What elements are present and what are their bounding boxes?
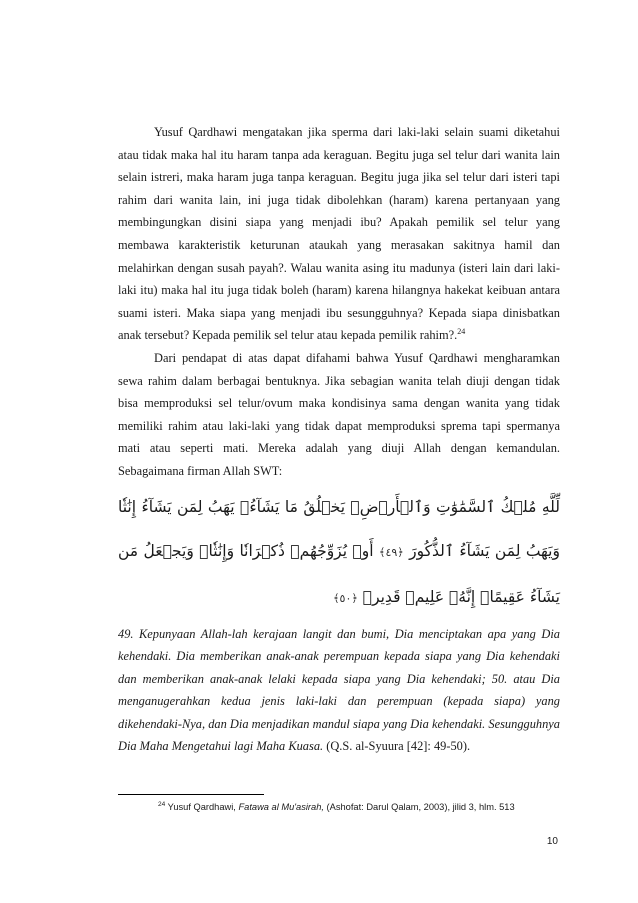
paragraph-conclusion: Dari pendapat di atas dapat difahami bahwa Yusuf Qardhawi mengharamkan sewa rahim dalam berbagai bentuknya. Jika sebagian wanita telah diuji dengan tidak bisa memproduksi sel telur/ovum maka kondisinya sama dengan wanita yang tidak memiliki rahim atau laki-laki yang tidak dapat memproduksi sprema tapi spermanya mati atau seperti mati. Mereka adalah yang diuji Allah dengan kemandulan. Sebagaimana firman Allah SWT: bbox=[118, 350, 560, 478]
quran-verse-49: لِّلَّهِ مُلۡكُ ٱلسَّمَٰوَٰتِ وَٱلۡأَرۡضِۚ يَخۡلُقُ مَا يَشَآءُۚ يَهَبُ لِمَن يَشَآءُ إِنَٰثٗا وَيَهَبُ لِمَن يَشَآءُ ٱلذُّكُورَ bbox=[118, 497, 560, 560]
ayah-marker-50-number: ٥٠ bbox=[339, 591, 352, 605]
footnote-reference[interactable]: 24 bbox=[457, 327, 466, 337]
verse-reference: (Q.S. al-Syuura [42]: 49-50). bbox=[326, 739, 471, 754]
footnote-title: Fatawa al Mu'asirah, bbox=[238, 802, 324, 812]
verse-translation-text: 49. Kepunyaan Allah-lah kerajaan langit dan bumi, Dia menciptakan apa yang Dia kehendaki. Dia memberikan anak-anak perempuan kepada siapa yang Dia kehendaki dan memberikan anak-anak lelaki kepada siapa yang Dia kehendaki; 50. atau Dia menganugerahkan kedua jenis laki-laki dan perempuan (kepada siapa) yang dikehendaki-Nya, dan Dia menjadikan mandul siapa yang Dia kehendaki. Sesungguhnya Dia Maha Mengetahui lagi Maha Kuasa. bbox=[118, 626, 560, 754]
ayah-marker-50: ﴿٥٠﴾ bbox=[333, 591, 358, 605]
paragraph-qardhawi-opinion-text: Yusuf Qardhawi mengatakan jika sperma dari laki-laki selain suami diketahui atau tidak maka hal itu haram tanpa ada keraguan. Begitu juga sel telur dari wanita lain selain istreri, maka haram juga tanpa keraguan. Begitu juga jika sel telur dari isteri tapi rahim dari wanita lain, ini juga tidak dibolehkan (haram) karena pertanyaan yang membingungkan disini siapa yang menjadi ibu? Apakah pemilik sel telur yang membawa karakteristik keturunan ataukah yang merasakan sakitnya hamil dan melahirkan dengan susah payah?. Walau wanita asing itu madunya (isteri lain dari laki-laki itu) maka hal itu juga tidak boleh (haram) karena hilangnya hakekat keibuan antara suami isteri. Maka siapa yang menjadi ibu sesungguhnya? Kepada siapa dinisbatkan anak tersebut? Kepada pemilik sel telur atau kepada pemilik rahim?. bbox=[118, 125, 560, 343]
footnote-author: Yusuf Qardhawi, bbox=[167, 802, 239, 812]
verse-translation bbox=[118, 623, 560, 759]
ayah-marker-49: ﴿٤٩﴾ bbox=[378, 545, 404, 559]
footnote bbox=[118, 800, 560, 814]
paragraph-qardhawi-opinion bbox=[118, 121, 560, 347]
footnote-number: 24 bbox=[158, 800, 166, 808]
ayah-marker-49-number: ٤٩ bbox=[385, 545, 398, 559]
footnote-divider bbox=[118, 794, 264, 795]
footnote-details: (Ashofat: Darul Qalam, 2003), jilid 3, hlm. 513 bbox=[323, 802, 515, 812]
quran-verse bbox=[118, 485, 560, 621]
page-number: 10 bbox=[546, 836, 558, 847]
quran-verse-50: أَوۡ يُزَوِّجُهُمۡ ذُكۡرَانٗا وَإِنَٰثٗاۖ وَيَجۡعَلُ مَن يَشَآءُ عَقِيمًاۚ إِنَّهُۥ عَلِيمٞ قَدِيرٞ bbox=[118, 541, 560, 606]
body-text bbox=[118, 121, 560, 758]
